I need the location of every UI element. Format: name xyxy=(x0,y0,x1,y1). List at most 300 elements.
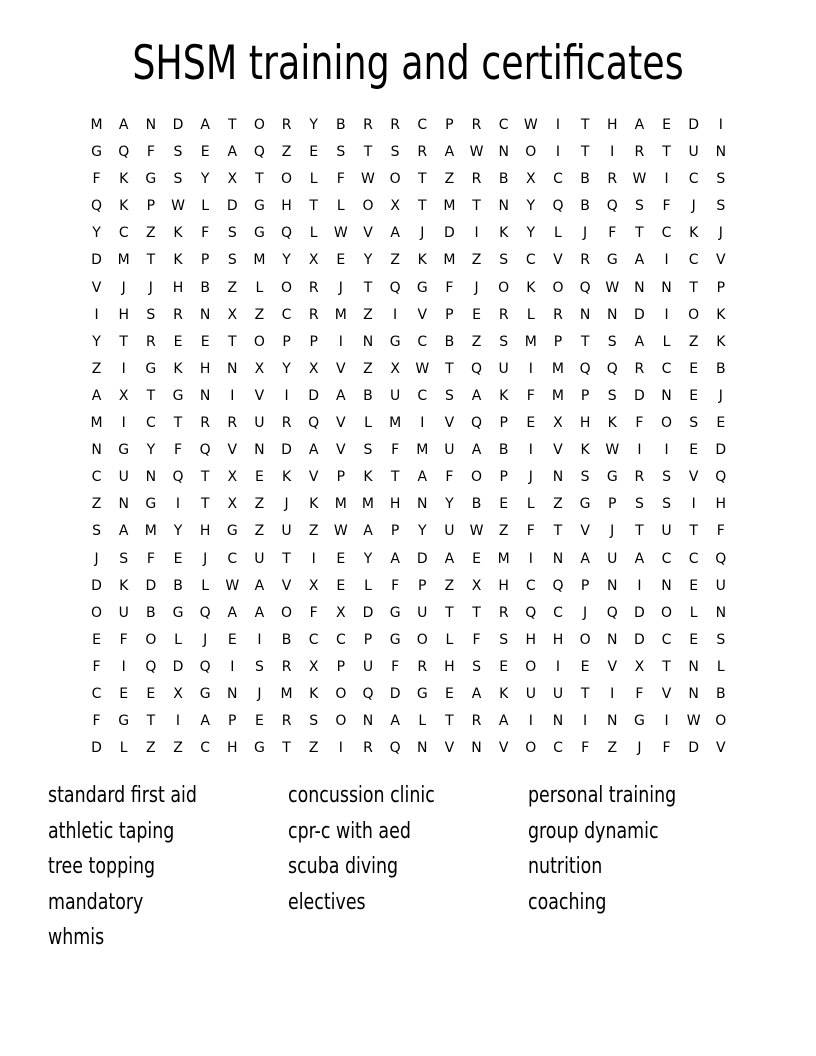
grid-cell[interactable]: H xyxy=(199,360,211,377)
grid-cell[interactable]: A xyxy=(471,442,482,459)
grid-cell[interactable]: O xyxy=(688,306,700,323)
grid-cell[interactable]: I xyxy=(664,252,669,269)
grid-cell[interactable]: M xyxy=(443,252,456,269)
grid-cell[interactable]: B xyxy=(173,577,183,594)
grid-cell[interactable]: C xyxy=(688,171,699,188)
grid-cell[interactable]: A xyxy=(254,604,265,621)
grid-cell[interactable]: K xyxy=(119,171,129,188)
grid-cell[interactable]: V xyxy=(661,685,672,702)
grid-cell[interactable]: O xyxy=(362,198,374,215)
grid-cell[interactable]: A xyxy=(417,469,428,486)
grid-cell[interactable]: A xyxy=(471,685,482,702)
grid-cell[interactable]: N xyxy=(607,631,618,648)
grid-cell[interactable]: P xyxy=(390,523,400,540)
grid-cell[interactable]: G xyxy=(416,685,428,702)
grid-cell[interactable]: E xyxy=(254,469,264,486)
grid-cell[interactable]: P xyxy=(580,577,590,594)
grid-cell[interactable]: N xyxy=(715,604,727,621)
grid-cell[interactable]: I xyxy=(583,713,588,730)
grid-cell[interactable]: S xyxy=(634,496,644,513)
grid-cell[interactable]: H xyxy=(498,577,509,594)
grid-cell[interactable]: U xyxy=(254,550,265,567)
grid-cell[interactable]: R xyxy=(308,306,319,323)
grid-cell[interactable]: G xyxy=(118,442,130,459)
grid-cell[interactable]: T xyxy=(282,740,291,757)
grid-cell[interactable]: E xyxy=(472,550,481,567)
grid-cell[interactable]: Q xyxy=(552,198,564,215)
grid-cell[interactable]: J xyxy=(528,469,533,486)
grid-cell[interactable]: L xyxy=(662,333,671,350)
grid-cell[interactable]: K xyxy=(119,198,129,215)
grid-cell[interactable]: L xyxy=(201,577,210,594)
grid-cell[interactable]: Q xyxy=(715,550,727,567)
grid-cell[interactable]: C xyxy=(200,740,211,757)
grid-cell[interactable]: F xyxy=(309,604,318,621)
grid-cell[interactable]: T xyxy=(146,252,156,269)
grid-cell[interactable]: I xyxy=(175,496,181,513)
grid-cell[interactable]: V xyxy=(444,740,455,757)
grid-cell[interactable]: N xyxy=(607,306,618,323)
grid-cell[interactable]: B xyxy=(363,387,373,404)
grid-cell[interactable]: Z xyxy=(227,279,238,296)
grid-cell[interactable]: V xyxy=(281,577,292,594)
grid-cell[interactable]: T xyxy=(417,171,427,188)
grid-cell[interactable]: U xyxy=(552,685,564,702)
grid-cell[interactable]: F xyxy=(146,550,155,567)
grid-cell[interactable]: N xyxy=(498,198,509,215)
grid-cell[interactable]: E xyxy=(254,713,264,730)
grid-cell[interactable]: P xyxy=(336,658,346,675)
grid-cell[interactable]: N xyxy=(227,360,238,377)
grid-cell[interactable]: B xyxy=(716,685,726,702)
grid-cell[interactable]: S xyxy=(634,198,644,215)
grid-cell[interactable]: M xyxy=(524,333,537,350)
grid-cell[interactable]: W xyxy=(415,360,430,377)
grid-cell[interactable]: J xyxy=(718,387,723,404)
grid-cell[interactable]: O xyxy=(253,117,265,133)
grid-cell[interactable]: R xyxy=(227,415,238,432)
grid-cell[interactable]: P xyxy=(580,387,590,404)
grid-cell[interactable]: V xyxy=(227,442,238,459)
grid-cell[interactable]: L xyxy=(526,496,535,513)
grid-cell[interactable]: U xyxy=(118,604,129,621)
grid-cell[interactable]: A xyxy=(200,713,210,730)
grid-cell[interactable]: O xyxy=(281,279,293,296)
grid-cell[interactable]: J xyxy=(583,225,588,242)
grid-cell[interactable]: V xyxy=(336,442,346,459)
grid-cell[interactable]: K xyxy=(173,360,183,377)
grid-cell[interactable]: J xyxy=(637,740,642,757)
grid-cell[interactable]: F xyxy=(146,144,155,161)
grid-cell[interactable]: S xyxy=(607,333,617,350)
grid-cell[interactable]: E xyxy=(580,658,590,675)
grid-cell[interactable]: D xyxy=(444,225,455,242)
grid-cell[interactable]: A xyxy=(118,117,129,133)
grid-cell[interactable]: G xyxy=(172,387,184,404)
grid-cell[interactable]: I xyxy=(474,225,479,242)
grid-cell[interactable]: D xyxy=(308,387,320,404)
grid-cell[interactable]: I xyxy=(610,685,615,702)
grid-cell[interactable]: F xyxy=(119,631,128,648)
grid-cell[interactable]: D xyxy=(389,685,401,702)
grid-cell[interactable]: U xyxy=(254,415,265,432)
grid-cell[interactable]: K xyxy=(417,252,427,269)
grid-cell[interactable]: X xyxy=(308,252,319,269)
grid-cell[interactable]: Z xyxy=(444,577,455,594)
grid-cell[interactable]: G xyxy=(389,631,401,648)
grid-cell[interactable]: R xyxy=(471,171,482,188)
grid-cell[interactable]: B xyxy=(716,360,726,377)
grid-cell[interactable]: S xyxy=(499,252,509,269)
grid-cell[interactable]: J xyxy=(94,550,99,567)
grid-cell[interactable]: U xyxy=(417,604,428,621)
grid-cell[interactable]: D xyxy=(688,117,700,133)
grid-cell[interactable]: M xyxy=(443,198,456,215)
grid-cell[interactable]: R xyxy=(607,171,618,188)
grid-cell[interactable]: C xyxy=(661,360,672,377)
grid-cell[interactable]: N xyxy=(199,306,211,323)
grid-cell[interactable]: R xyxy=(308,279,319,296)
grid-cell[interactable]: G xyxy=(253,740,265,757)
grid-cell[interactable]: Q xyxy=(281,225,293,242)
grid-cell[interactable]: Q xyxy=(199,442,211,459)
grid-cell[interactable]: F xyxy=(662,198,671,215)
grid-cell[interactable]: Y xyxy=(200,171,210,188)
grid-cell[interactable]: Q xyxy=(172,469,184,486)
grid-cell[interactable]: X xyxy=(308,577,319,594)
grid-cell[interactable]: E xyxy=(200,333,210,350)
grid-cell[interactable]: F xyxy=(173,442,183,459)
grid-cell[interactable]: W xyxy=(333,225,348,242)
grid-cell[interactable]: Z xyxy=(146,225,156,242)
grid-cell[interactable]: M xyxy=(389,415,402,432)
grid-cell[interactable]: H xyxy=(715,496,727,513)
grid-cell[interactable]: Y xyxy=(92,225,101,242)
grid-cell[interactable]: I xyxy=(664,713,669,730)
grid-cell[interactable]: H xyxy=(227,740,238,757)
grid-cell[interactable]: T xyxy=(390,469,400,486)
grid-cell[interactable]: H xyxy=(281,198,292,215)
grid-cell[interactable]: K xyxy=(309,685,319,702)
grid-cell[interactable]: E xyxy=(173,550,183,567)
grid-cell[interactable]: M xyxy=(497,550,510,567)
grid-cell[interactable]: T xyxy=(173,415,183,432)
grid-cell[interactable]: C xyxy=(688,550,699,567)
grid-cell[interactable]: O xyxy=(525,740,537,757)
grid-cell[interactable]: K xyxy=(526,279,536,296)
grid-cell[interactable]: Z xyxy=(146,740,156,757)
grid-cell[interactable]: M xyxy=(90,415,103,432)
grid-cell[interactable]: U xyxy=(688,144,699,161)
grid-cell[interactable]: Q xyxy=(471,415,483,432)
grid-cell[interactable]: P xyxy=(445,117,454,133)
grid-cell[interactable]: Q xyxy=(715,469,727,486)
grid-cell[interactable]: W xyxy=(632,171,647,188)
grid-cell[interactable]: T xyxy=(472,198,481,215)
grid-cell[interactable]: S xyxy=(254,658,264,675)
grid-cell[interactable]: B xyxy=(580,198,590,215)
grid-cell[interactable]: A xyxy=(227,604,238,621)
grid-cell[interactable]: T xyxy=(580,144,590,161)
grid-cell[interactable]: X xyxy=(227,469,238,486)
grid-cell[interactable]: N xyxy=(661,387,672,404)
grid-cell[interactable]: N xyxy=(715,144,727,161)
grid-cell[interactable]: V xyxy=(308,469,319,486)
grid-cell[interactable]: M xyxy=(551,387,564,404)
grid-cell[interactable]: R xyxy=(634,144,645,161)
grid-cell[interactable]: G xyxy=(579,496,591,513)
grid-cell[interactable]: I xyxy=(555,117,561,133)
grid-cell[interactable]: I xyxy=(637,442,642,459)
grid-cell[interactable]: J xyxy=(203,550,208,567)
grid-cell[interactable]: E xyxy=(689,577,699,594)
grid-cell[interactable]: O xyxy=(335,713,347,730)
grid-cell[interactable]: G xyxy=(606,252,618,269)
grid-cell[interactable]: Z xyxy=(390,252,400,269)
grid-cell[interactable]: Z xyxy=(498,523,509,540)
grid-cell[interactable]: S xyxy=(580,469,590,486)
grid-cell[interactable]: V xyxy=(580,523,590,540)
grid-cell[interactable]: A xyxy=(634,252,645,269)
grid-cell[interactable]: F xyxy=(608,225,617,242)
grid-cell[interactable]: D xyxy=(362,604,374,621)
grid-cell[interactable]: X xyxy=(390,198,400,215)
grid-cell[interactable]: F xyxy=(526,523,535,540)
grid-cell[interactable]: H xyxy=(172,279,184,296)
grid-cell[interactable]: F xyxy=(526,387,535,404)
grid-cell[interactable]: F xyxy=(472,631,481,648)
grid-cell[interactable]: O xyxy=(715,713,727,730)
grid-cell[interactable]: V xyxy=(336,415,346,432)
grid-cell[interactable]: H xyxy=(444,658,455,675)
grid-cell[interactable]: U xyxy=(607,550,618,567)
grid-cell[interactable]: B xyxy=(498,171,509,188)
grid-cell[interactable]: M xyxy=(361,496,375,513)
grid-cell[interactable]: D xyxy=(281,442,292,459)
grid-cell[interactable]: L xyxy=(445,631,454,648)
grid-cell[interactable]: Y xyxy=(417,523,427,540)
grid-cell[interactable]: Q xyxy=(471,360,483,377)
grid-cell[interactable]: O xyxy=(498,279,510,296)
grid-cell[interactable]: M xyxy=(334,496,347,513)
grid-cell[interactable]: I xyxy=(393,306,398,323)
grid-cell[interactable]: W xyxy=(225,577,240,594)
grid-cell[interactable]: C xyxy=(91,469,102,486)
grid-cell[interactable]: P xyxy=(228,713,237,730)
grid-cell[interactable]: D xyxy=(633,631,645,648)
grid-cell[interactable]: Y xyxy=(445,496,454,513)
grid-cell[interactable]: T xyxy=(119,333,128,350)
grid-cell[interactable]: J xyxy=(474,279,479,296)
grid-cell[interactable]: R xyxy=(634,469,645,486)
grid-cell[interactable]: I xyxy=(338,740,343,757)
grid-cell[interactable]: X xyxy=(634,658,645,675)
grid-cell[interactable]: N xyxy=(199,387,211,404)
grid-cell[interactable]: I xyxy=(121,360,126,377)
grid-cell[interactable]: A xyxy=(308,442,319,459)
grid-cell[interactable]: S xyxy=(499,333,509,350)
grid-cell[interactable]: R xyxy=(363,117,373,133)
grid-cell[interactable]: T xyxy=(662,144,671,161)
grid-cell[interactable]: I xyxy=(121,415,126,432)
grid-cell[interactable]: X xyxy=(227,496,238,513)
grid-cell[interactable]: N xyxy=(91,442,102,459)
grid-cell[interactable]: G xyxy=(199,685,211,702)
grid-cell[interactable]: Q xyxy=(606,198,618,215)
grid-cell[interactable]: A xyxy=(390,550,400,567)
grid-cell[interactable]: T xyxy=(146,387,156,404)
grid-cell[interactable]: S xyxy=(499,631,509,648)
grid-cell[interactable]: Q xyxy=(308,415,320,432)
grid-cell[interactable]: L xyxy=(309,225,318,242)
grid-cell[interactable]: I xyxy=(528,442,533,459)
grid-cell[interactable]: A xyxy=(634,550,645,567)
grid-cell[interactable]: V xyxy=(498,740,509,757)
grid-cell[interactable]: O xyxy=(416,631,428,648)
grid-cell[interactable]: U xyxy=(498,360,509,377)
grid-cell[interactable]: G xyxy=(253,225,265,242)
grid-cell[interactable]: W xyxy=(686,713,701,730)
grid-cell[interactable]: L xyxy=(364,415,372,432)
grid-cell[interactable]: Z xyxy=(363,306,373,323)
grid-cell[interactable]: F xyxy=(92,713,101,730)
grid-cell[interactable]: G xyxy=(606,469,618,486)
grid-cell[interactable]: N xyxy=(552,469,564,486)
grid-cell[interactable]: T xyxy=(227,117,237,133)
grid-cell[interactable]: Q xyxy=(362,685,374,702)
grid-cell[interactable]: S xyxy=(173,144,183,161)
grid-cell[interactable]: O xyxy=(579,631,591,648)
grid-cell[interactable]: R xyxy=(580,252,590,269)
grid-cell[interactable]: V xyxy=(607,658,618,675)
grid-cell[interactable]: B xyxy=(281,631,292,648)
grid-cell[interactable]: Z xyxy=(444,171,455,188)
grid-cell[interactable]: I xyxy=(528,360,533,377)
grid-cell[interactable]: P xyxy=(363,631,373,648)
grid-cell[interactable]: I xyxy=(718,117,723,133)
grid-cell[interactable]: L xyxy=(418,713,427,730)
grid-cell[interactable]: T xyxy=(227,333,237,350)
grid-cell[interactable]: D xyxy=(633,387,645,404)
grid-cell[interactable]: G xyxy=(633,713,645,730)
grid-cell[interactable]: A xyxy=(444,144,455,161)
grid-cell[interactable]: A xyxy=(390,713,400,730)
grid-cell[interactable]: F xyxy=(92,658,101,675)
grid-cell[interactable]: C xyxy=(688,252,699,269)
grid-cell[interactable]: O xyxy=(661,415,673,432)
grid-cell[interactable]: A xyxy=(118,523,129,540)
grid-cell[interactable]: A xyxy=(227,144,238,161)
grid-cell[interactable]: J xyxy=(284,496,289,513)
grid-cell[interactable]: C xyxy=(145,415,156,432)
grid-cell[interactable]: S xyxy=(689,415,699,432)
grid-cell[interactable]: H xyxy=(118,306,129,323)
grid-cell[interactable]: S xyxy=(444,387,454,404)
grid-cell[interactable]: V xyxy=(716,740,726,757)
grid-cell[interactable]: X xyxy=(390,360,400,377)
grid-cell[interactable]: H xyxy=(389,496,401,513)
grid-cell[interactable]: Q xyxy=(552,577,564,594)
grid-cell[interactable]: B xyxy=(200,279,210,296)
grid-cell[interactable]: C xyxy=(227,550,238,567)
grid-cell[interactable]: Z xyxy=(471,252,482,269)
grid-cell[interactable]: A xyxy=(498,713,509,730)
grid-cell[interactable]: I xyxy=(284,387,289,404)
grid-cell[interactable]: F xyxy=(391,577,400,594)
grid-cell[interactable]: M xyxy=(117,252,130,269)
grid-cell[interactable]: L xyxy=(309,171,318,188)
grid-cell[interactable]: J xyxy=(121,279,126,296)
grid-cell[interactable]: O xyxy=(281,604,293,621)
grid-cell[interactable]: R xyxy=(553,306,563,323)
grid-cell[interactable]: D xyxy=(172,117,184,133)
grid-cell[interactable]: U xyxy=(118,469,129,486)
grid-cell[interactable]: F xyxy=(391,442,400,459)
grid-cell[interactable]: M xyxy=(334,306,347,323)
grid-cell[interactable]: I xyxy=(311,550,316,567)
grid-cell[interactable]: T xyxy=(553,523,563,540)
grid-cell[interactable]: U xyxy=(661,523,672,540)
grid-cell[interactable]: L xyxy=(201,198,210,215)
grid-cell[interactable]: O xyxy=(335,685,347,702)
grid-cell[interactable]: Q xyxy=(389,279,401,296)
grid-cell[interactable]: X xyxy=(471,577,482,594)
grid-cell[interactable]: N xyxy=(254,442,265,459)
grid-cell[interactable]: C xyxy=(661,550,672,567)
grid-cell[interactable]: E xyxy=(444,685,454,702)
grid-cell[interactable]: E xyxy=(309,144,319,161)
grid-cell[interactable]: E xyxy=(689,631,699,648)
grid-cell[interactable]: X xyxy=(308,658,319,675)
grid-cell[interactable]: S xyxy=(173,171,183,188)
grid-cell[interactable]: D xyxy=(715,442,727,459)
grid-cell[interactable]: Y xyxy=(92,333,101,350)
grid-cell[interactable]: E xyxy=(336,550,346,567)
grid-cell[interactable]: D xyxy=(633,306,645,323)
grid-cell[interactable]: K xyxy=(716,306,726,323)
grid-cell[interactable]: N xyxy=(661,279,672,296)
grid-cell[interactable]: D xyxy=(91,252,102,269)
grid-cell[interactable]: L xyxy=(119,740,128,757)
grid-cell[interactable]: K xyxy=(499,225,509,242)
grid-cell[interactable]: P xyxy=(445,306,454,323)
grid-cell[interactable]: Q xyxy=(253,144,265,161)
grid-cell[interactable]: R xyxy=(417,144,428,161)
grid-cell[interactable]: T xyxy=(689,523,698,540)
grid-cell[interactable]: S xyxy=(662,469,671,486)
grid-cell[interactable]: D xyxy=(91,577,102,594)
grid-cell[interactable]: P xyxy=(146,198,156,215)
grid-cell[interactable]: G xyxy=(226,523,238,540)
grid-cell[interactable]: T xyxy=(580,333,590,350)
grid-cell[interactable]: K xyxy=(173,225,183,242)
grid-cell[interactable]: R xyxy=(145,333,156,350)
grid-cell[interactable]: A xyxy=(254,577,265,594)
grid-cell[interactable]: O xyxy=(471,469,483,486)
grid-cell[interactable]: S xyxy=(607,387,617,404)
grid-cell[interactable]: P xyxy=(418,577,427,594)
grid-cell[interactable]: T xyxy=(309,198,318,215)
grid-cell[interactable]: T xyxy=(580,117,590,133)
grid-cell[interactable]: E xyxy=(689,442,699,459)
grid-cell[interactable]: T xyxy=(363,144,373,161)
grid-cell[interactable]: T xyxy=(363,279,373,296)
grid-cell[interactable]: F xyxy=(662,740,671,757)
grid-cell[interactable]: I xyxy=(691,496,696,513)
grid-cell[interactable]: A xyxy=(634,117,645,133)
grid-cell[interactable]: H xyxy=(552,631,564,648)
grid-cell[interactable]: U xyxy=(444,442,455,459)
